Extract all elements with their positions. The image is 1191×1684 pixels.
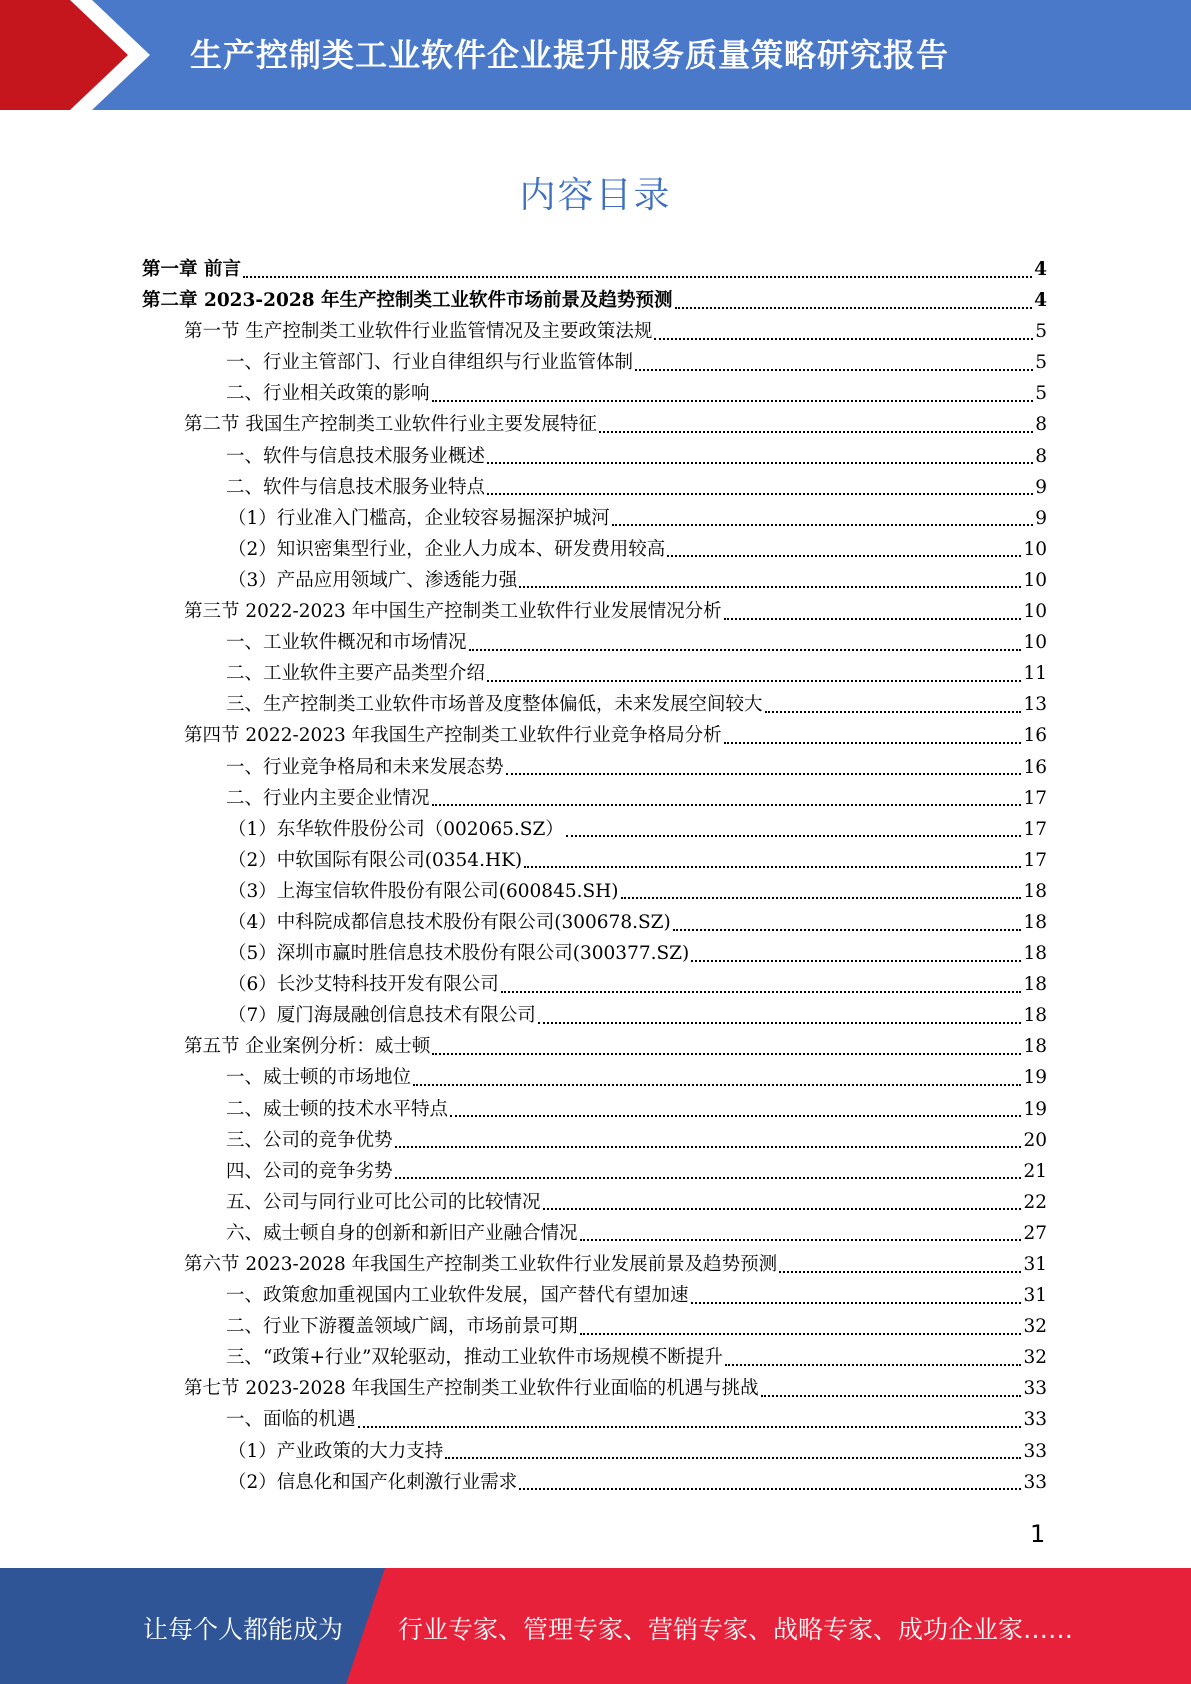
toc-leader-dots: [580, 1333, 1022, 1335]
header-arrow-accent: [0, 0, 150, 110]
toc-entry-page: 18: [1023, 974, 1047, 996]
toc-entry[interactable]: [142, 907, 1047, 938]
report-title: 生产控制类工业软件企业提升服务质量策略研究报告: [190, 36, 950, 74]
toc-leader-dots: [450, 1115, 1021, 1117]
toc-entry-page: 33: [1023, 1440, 1047, 1462]
toc-entry-page: 5: [1035, 321, 1047, 343]
toc-entry-label: 第一章 前言: [142, 259, 241, 280]
toc-entry-label: 第四节 2022-2023 年我国生产控制类工业软件行业竞争格局分析: [184, 725, 722, 747]
toc-leader-dots: [599, 431, 1033, 433]
toc-entry-label: 第六节 2023-2028 年我国生产控制类工业软件行业发展前景及趋势预测: [184, 1254, 778, 1275]
toc-entry-page: 18: [1023, 1036, 1047, 1058]
toc-entry[interactable]: [142, 1187, 1047, 1218]
toc-entry-page: 16: [1023, 725, 1047, 747]
toc-entry[interactable]: [142, 596, 1047, 627]
toc-entry[interactable]: [142, 1094, 1047, 1125]
toc-entry[interactable]: [142, 1342, 1047, 1373]
toc-entry[interactable]: [142, 1467, 1047, 1498]
toc-entry-page: 10: [1023, 632, 1047, 654]
toc-entry-page: 17: [1023, 818, 1047, 840]
toc-entry[interactable]: [142, 316, 1047, 347]
toc-entry-label: （3）产品应用领域广、渗透能力强: [228, 569, 518, 591]
footer-banner: [0, 1568, 1191, 1684]
toc-entry-page: 33: [1023, 1409, 1047, 1431]
toc-entry-label: 第五节 企业案例分析：威士顿: [184, 1036, 431, 1058]
toc-leader-dots: [487, 493, 1033, 495]
toc-entry[interactable]: [142, 658, 1047, 689]
toc-entry[interactable]: [142, 441, 1047, 472]
toc-entry-page: 21: [1023, 1160, 1047, 1182]
toc-entry-label: 第三节 2022-2023 年中国生产控制类工业软件行业发展情况分析: [184, 601, 722, 623]
toc-entry-label: 一、工业软件概况和市场情况: [226, 632, 467, 654]
toc-entry-page: 18: [1023, 911, 1047, 933]
toc-entry[interactable]: [142, 285, 1047, 316]
toc-entry-page: 27: [1023, 1222, 1047, 1244]
toc-entry-page: 9: [1035, 476, 1047, 498]
toc-entry-page: 32: [1023, 1316, 1047, 1338]
toc-entry-label: 第一节 生产控制类工业软件行业监管情况及主要政策法规: [184, 321, 653, 343]
toc-leader-dots: [779, 1271, 1021, 1273]
toc-entry-page: 10: [1023, 538, 1047, 560]
toc-entry-label: 四、公司的竞争劣势: [226, 1160, 393, 1182]
toc-entry-label: （2）中软国际有限公司(0354.HK): [228, 849, 523, 871]
toc-entry-label: （6）长沙艾特科技开发有限公司: [228, 974, 499, 996]
toc-leader-dots: [432, 804, 1022, 806]
toc-entry-page: 13: [1023, 694, 1047, 716]
toc-leader-dots: [654, 338, 1033, 340]
toc-leader-dots: [675, 307, 1033, 309]
toc-entry[interactable]: [142, 876, 1047, 907]
toc-leader-dots: [673, 929, 1022, 931]
toc-leader-dots: [243, 276, 1032, 278]
toc-leader-dots: [519, 586, 1021, 588]
toc-entry-label: （1）东华软件股份公司（002065.SZ）: [228, 818, 564, 840]
toc-entry-label: 二、软件与信息技术服务业特点: [226, 476, 486, 498]
toc-leader-dots: [543, 1208, 1022, 1210]
footer-slogan-right: 行业专家、管理专家、营销专家、战略专家、成功企业家……: [398, 1615, 1074, 1644]
toc-entry-page: 8: [1035, 445, 1047, 467]
toc-entry-label: （1）产业政策的大力支持: [228, 1440, 444, 1462]
toc-entry-page: 17: [1023, 849, 1047, 871]
toc-entry-page: 9: [1035, 507, 1047, 529]
toc-entry-page: 18: [1023, 880, 1047, 902]
toc-leader-dots: [432, 1053, 1021, 1055]
toc-leader-dots: [691, 1302, 1022, 1304]
toc-entry-label: （7）厦门海晟融创信息技术有限公司: [228, 1005, 536, 1027]
toc-leader-dots: [621, 897, 1022, 899]
toc-entry[interactable]: [142, 347, 1047, 378]
toc-entry[interactable]: [142, 254, 1047, 285]
toc-leader-dots: [469, 649, 1022, 651]
toc-entry-label: 六、威士顿自身的创新和新旧产业融合情况: [226, 1222, 578, 1244]
toc-leader-dots: [501, 991, 1022, 993]
toc-entry-page: 19: [1023, 1067, 1047, 1089]
toc-leader-dots: [765, 711, 1022, 713]
toc-entry-label: （1）行业准入门槛高，企业较容易掘深护城河: [228, 507, 610, 529]
toc-entry-page: 31: [1023, 1285, 1047, 1307]
toc-leader-dots: [761, 1395, 1022, 1397]
footer-slogan-left: 让每个人都能成为: [143, 1615, 344, 1644]
toc-leader-dots: [724, 742, 1022, 744]
toc-entry[interactable]: [142, 565, 1047, 596]
toc-leader-dots: [566, 835, 1022, 837]
toc-leader-dots: [667, 555, 1021, 557]
toc-leader-dots: [580, 1239, 1022, 1241]
toc-entry-page: 10: [1023, 569, 1047, 591]
toc-leader-dots: [445, 1457, 1021, 1459]
toc-entry-page: 4: [1034, 259, 1047, 280]
toc-entry-label: （4）中科院成都信息技术股份有限公司(300678.SZ): [228, 911, 671, 933]
toc-leader-dots: [725, 1364, 1022, 1366]
toc-leader-dots: [635, 369, 1033, 371]
toc-leader-dots: [506, 773, 1022, 775]
toc-entry-label: （5）深圳市赢时胜信息技术股份有限公司(300377.SZ): [228, 943, 690, 965]
toc-entry-label: 一、行业竞争格局和未来发展态势: [226, 756, 504, 778]
toc-entry-label: 一、政策愈加重视国内工业软件发展，国产替代有望加速: [226, 1285, 689, 1307]
toc-leader-dots: [612, 524, 1033, 526]
toc-entry-label: 一、威士顿的市场地位: [226, 1067, 412, 1089]
toc-entry[interactable]: [142, 503, 1047, 534]
toc-entry[interactable]: [142, 1404, 1047, 1435]
toc-entry-page: 18: [1023, 943, 1047, 965]
toc-entry-page: 8: [1035, 414, 1047, 436]
toc-entry[interactable]: [142, 378, 1047, 409]
toc-entry-page: 5: [1035, 352, 1047, 374]
toc-leader-dots: [487, 680, 1021, 682]
toc-entry-label: 二、行业下游覆盖领域广阔，市场前景可期: [226, 1316, 578, 1338]
toc-leader-dots: [358, 1426, 1022, 1428]
toc-entry[interactable]: [142, 1436, 1047, 1467]
toc-leader-dots: [519, 1488, 1021, 1490]
page-number: 1: [1030, 1520, 1046, 1548]
toc-entry[interactable]: [142, 1249, 1047, 1280]
toc-leader-dots: [395, 1146, 1022, 1148]
toc-entry-page: 5: [1035, 383, 1047, 405]
toc-entry[interactable]: [142, 1125, 1047, 1156]
toc-entry-label: 第二章 2023-2028 年生产控制类工业软件市场前景及趋势预测: [142, 290, 673, 312]
toc-entry-label: 第二节 我国生产控制类工业软件行业主要发展特征: [184, 414, 597, 436]
toc-entry[interactable]: [142, 1031, 1047, 1062]
toc-leader-dots: [538, 1022, 1022, 1024]
toc-heading: 内容目录: [519, 175, 672, 216]
toc-entry[interactable]: [142, 845, 1047, 876]
toc-leader-dots: [413, 1084, 1021, 1086]
toc-entry[interactable]: [142, 472, 1047, 503]
toc-entry-label: （2）知识密集型行业，企业人力成本、研发费用较高: [228, 538, 666, 560]
toc-entry-page: 32: [1023, 1347, 1047, 1369]
toc-entry-label: 一、行业主管部门、行业自律组织与行业监管体制: [226, 352, 634, 374]
toc-entry-page: 19: [1023, 1098, 1047, 1120]
toc-entry[interactable]: [142, 969, 1047, 1000]
toc-entry[interactable]: [142, 814, 1047, 845]
toc-leader-dots: [691, 960, 1021, 962]
toc-entry-label: 三、“政策+行业”双轮驱动，推动工业软件市场规模不断提升: [226, 1347, 723, 1369]
toc-entry[interactable]: [142, 1311, 1047, 1342]
toc-entry-page: 31: [1023, 1254, 1047, 1275]
toc-entry[interactable]: [142, 720, 1047, 751]
toc-entry-label: （2）信息化和国产化刺激行业需求: [228, 1471, 518, 1493]
toc-entry[interactable]: [142, 689, 1047, 720]
toc-entry[interactable]: [142, 1373, 1047, 1404]
toc-entry-label: 二、行业内主要企业情况: [226, 787, 430, 809]
toc-entry[interactable]: [142, 627, 1047, 658]
toc-leader-dots: [432, 400, 1034, 402]
header-banner: [0, 0, 1191, 110]
toc-entry-label: 第七节 2023-2028 年我国生产控制类工业软件行业面临的机遇与挑战: [184, 1378, 759, 1400]
toc-entry[interactable]: [142, 1000, 1047, 1031]
toc-leader-dots: [487, 462, 1033, 464]
table-of-contents: [142, 254, 1047, 1498]
toc-entry-page: 18: [1023, 1005, 1047, 1027]
toc-entry[interactable]: [142, 783, 1047, 814]
toc-entry-label: 二、威士顿的技术水平特点: [226, 1098, 449, 1120]
toc-entry-page: 16: [1023, 756, 1047, 778]
toc-entry-page: 17: [1023, 787, 1047, 809]
toc-entry[interactable]: [142, 1156, 1047, 1187]
toc-entry-label: 二、工业软件主要产品类型介绍: [226, 663, 486, 685]
toc-entry-page: 22: [1023, 1191, 1047, 1213]
toc-entry[interactable]: [142, 1218, 1047, 1249]
toc-entry-page: 4: [1034, 290, 1047, 312]
toc-entry-page: 20: [1023, 1129, 1047, 1151]
toc-entry-label: 一、软件与信息技术服务业概述: [226, 445, 486, 467]
toc-entry-page: 11: [1023, 663, 1047, 685]
toc-entry-label: 三、公司的竞争优势: [226, 1129, 393, 1151]
toc-entry[interactable]: [142, 409, 1047, 440]
toc-leader-dots: [395, 1177, 1022, 1179]
toc-entry-label: 一、面临的机遇: [226, 1409, 356, 1431]
toc-entry-label: 三、生产控制类工业软件市场普及度整体偏低，未来发展空间较大: [226, 694, 763, 716]
toc-entry[interactable]: [142, 1062, 1047, 1093]
toc-entry-page: 10: [1023, 601, 1047, 623]
toc-entry[interactable]: [142, 534, 1047, 565]
toc-entry[interactable]: [142, 752, 1047, 783]
toc-leader-dots: [724, 618, 1022, 620]
toc-leader-dots: [524, 866, 1021, 868]
toc-entry-label: 五、公司与同行业可比公司的比较情况: [226, 1191, 541, 1213]
toc-entry-page: 33: [1023, 1378, 1047, 1400]
toc-entry[interactable]: [142, 1280, 1047, 1311]
toc-entry-label: （3）上海宝信软件股份有限公司(600845.SH): [228, 880, 619, 902]
toc-entry-label: 二、行业相关政策的影响: [226, 383, 430, 405]
toc-entry[interactable]: [142, 938, 1047, 969]
toc-entry-page: 33: [1023, 1471, 1047, 1493]
